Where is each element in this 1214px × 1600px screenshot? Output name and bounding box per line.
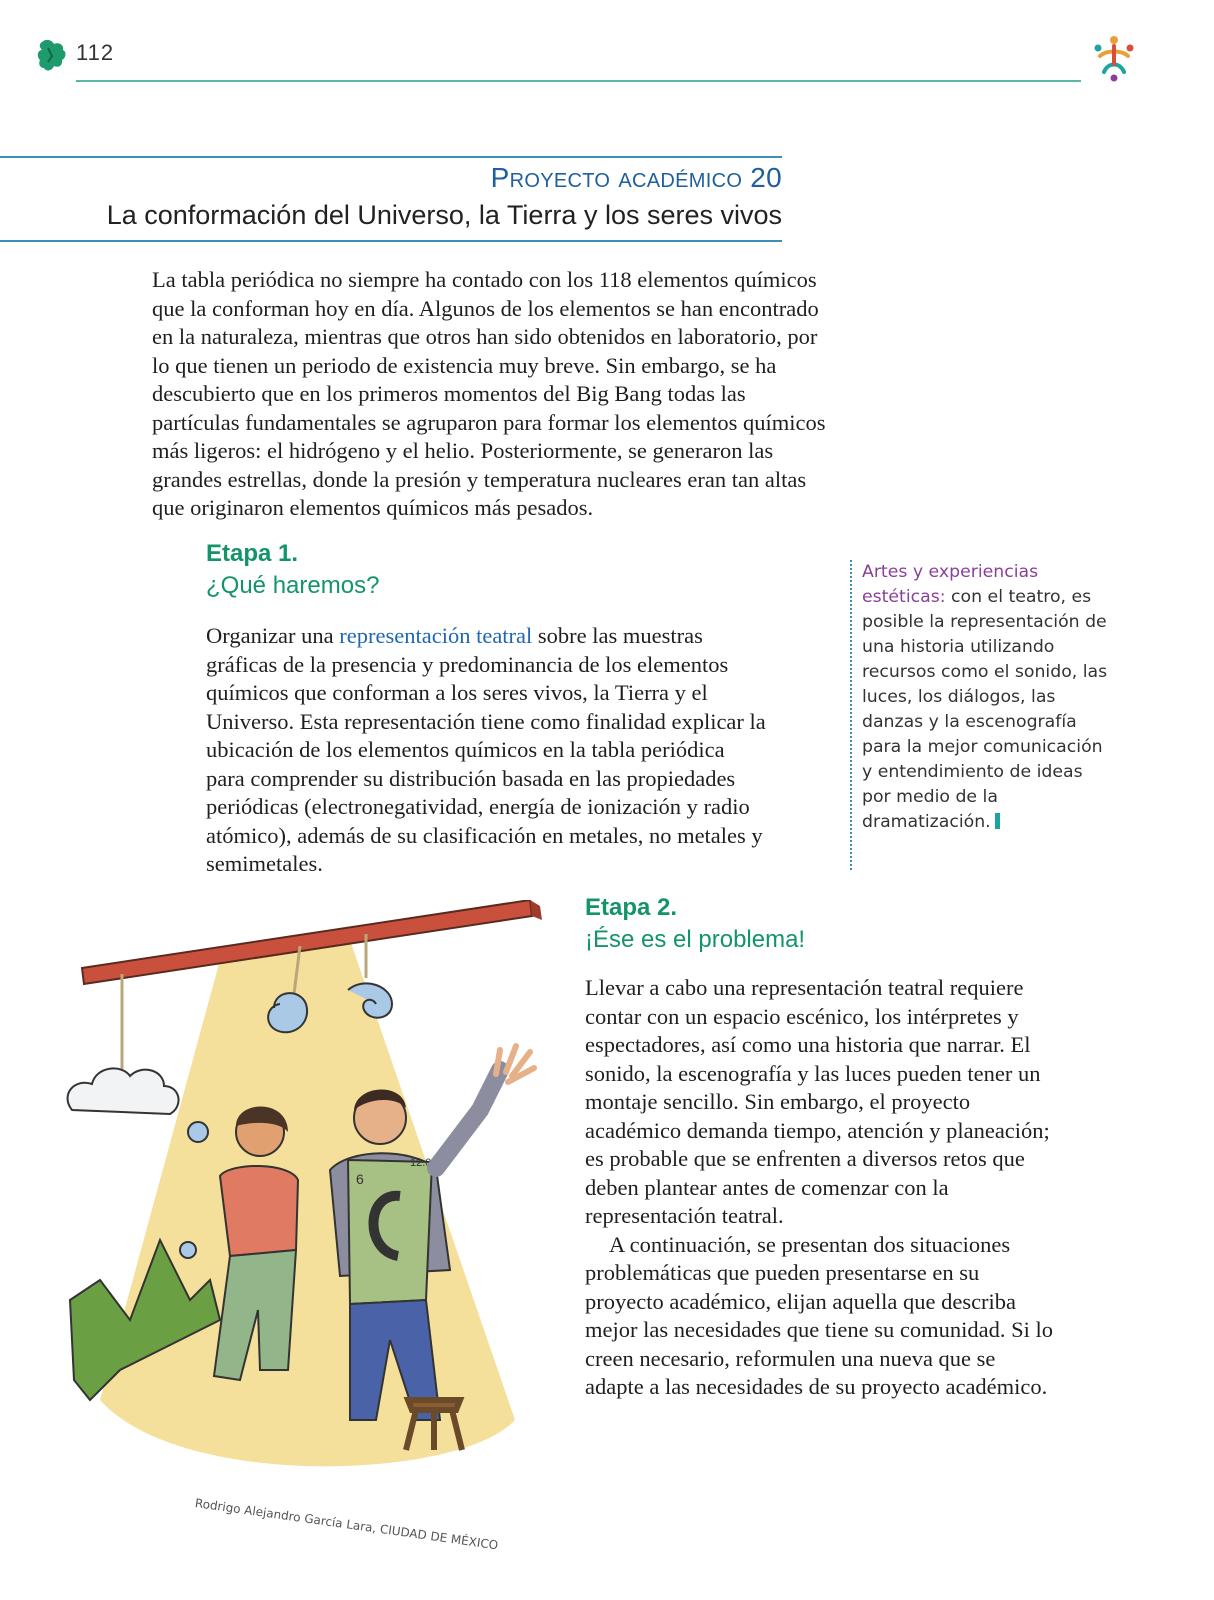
intro-paragraph	[152, 266, 832, 523]
stage2-section	[585, 894, 1055, 1402]
header-divider	[76, 80, 1081, 82]
intro-text: La tabla periódica no siempre ha contado con los 118 elementos químicos que la conforman hoy en día. Algunos de los elementos se han encontrado en la naturaleza, mientras que otros han sido obtenidos en laboratorio, por lo que tienen un periodo de existencia muy breve. Sin embargo, se ha descubierto que en los primeros momentos del Big Bang todas las partículas fundamentales se agruparon para formar los elementos químicos más ligeros: el hidrógeno y el helio. Posteriormente, se generaron las grandes estrellas, donde la presión y temperatura nucleares eran tan altas que originaron elementos químicos más pesados.	[152, 267, 826, 520]
stage1-question: ¿Qué haremos?	[206, 572, 380, 599]
stage1-paragraph	[206, 622, 766, 879]
project-subtitle: La conformación del Universo, la Tierra y los seres vivos	[106, 200, 782, 230]
end-mark-icon	[995, 813, 1000, 829]
aside-rule	[850, 560, 852, 870]
stage2-title: Etapa 2.	[585, 894, 678, 921]
page-number: 112	[76, 40, 115, 65]
colorful-figure-logo-icon	[1088, 32, 1140, 84]
theater-link[interactable]: representación teatral	[339, 623, 533, 648]
stage2-paragraph-1: Llevar a cabo una representación teatral requiere contar con un espacio escénico, los intérpretes y espectadores, así como una historia que narrar. El sonido, la escenografía y las luces pueden tener un montaje sencillo. Sin embargo, el proyecto académico demanda tiempo, atención y planeación; es probable que se enfrenten a diversos retos que deben plantear antes de comenzar con la representación teatral.	[585, 975, 1050, 1228]
title-rule-top	[0, 156, 782, 158]
stage2-paragraph-2: A continuación, se presentan dos situaciones problemáticas que pueden presentarse en su proyecto académico, elijan aquella que describa mejor las necesidades que tiene su comunidad. Si lo creen necesario, reformulen una nueva que se adapte a las necesidades de su proyecto académico.	[585, 1231, 1054, 1399]
apron-number-left: 6	[356, 1171, 364, 1187]
woman-shirt	[220, 1166, 298, 1256]
theater-illustration	[60, 900, 570, 1490]
stage2-question: ¡Ése es el problema!	[585, 926, 806, 953]
illustration-caption: Rodrigo Alejandro García Lara, CIUDAD DE MÉXICO	[194, 1496, 500, 1553]
stage1-text-before: Organizar una	[206, 623, 340, 648]
aside-text: con el teatro, es posible la representación de una historia utilizando recursos como el sonido, las luces, los diálogos, las danzas y la escenografía para la mejor comunicación y entendimiento de ideas por medio de la dramatización.	[862, 587, 1108, 832]
aside-heading: Artes y experiencias estéticas:	[862, 562, 1039, 607]
raised-arm	[436, 1070, 500, 1168]
stage1-title: Etapa 1.	[206, 540, 299, 567]
aside-note	[862, 560, 1112, 835]
magnifier-icon	[188, 1122, 208, 1142]
title-rule-bottom	[0, 240, 782, 242]
map-icon	[36, 38, 70, 74]
project-title: Proyecto académico 20	[490, 162, 782, 193]
apron-number-right: 12.011	[410, 1157, 443, 1169]
spotlight-beam	[100, 940, 515, 1466]
stage1-text-after: sobre las muestras gráficas de la presencia y predominancia de los elementos químicos que conforman a los seres vivos, la Tierra y el Universo. Esta representación tiene como finalidad explicar la ubicación de los elementos químicos en la tabla periódica para comprender su distribución basada en las propiedades periódicas (electronegatividad, energía de ionización y radio atómico), además de su clasificación en metales, no metales y semimetales.	[206, 623, 766, 876]
stage1-section	[206, 540, 766, 879]
cloud-prop	[68, 1068, 179, 1114]
